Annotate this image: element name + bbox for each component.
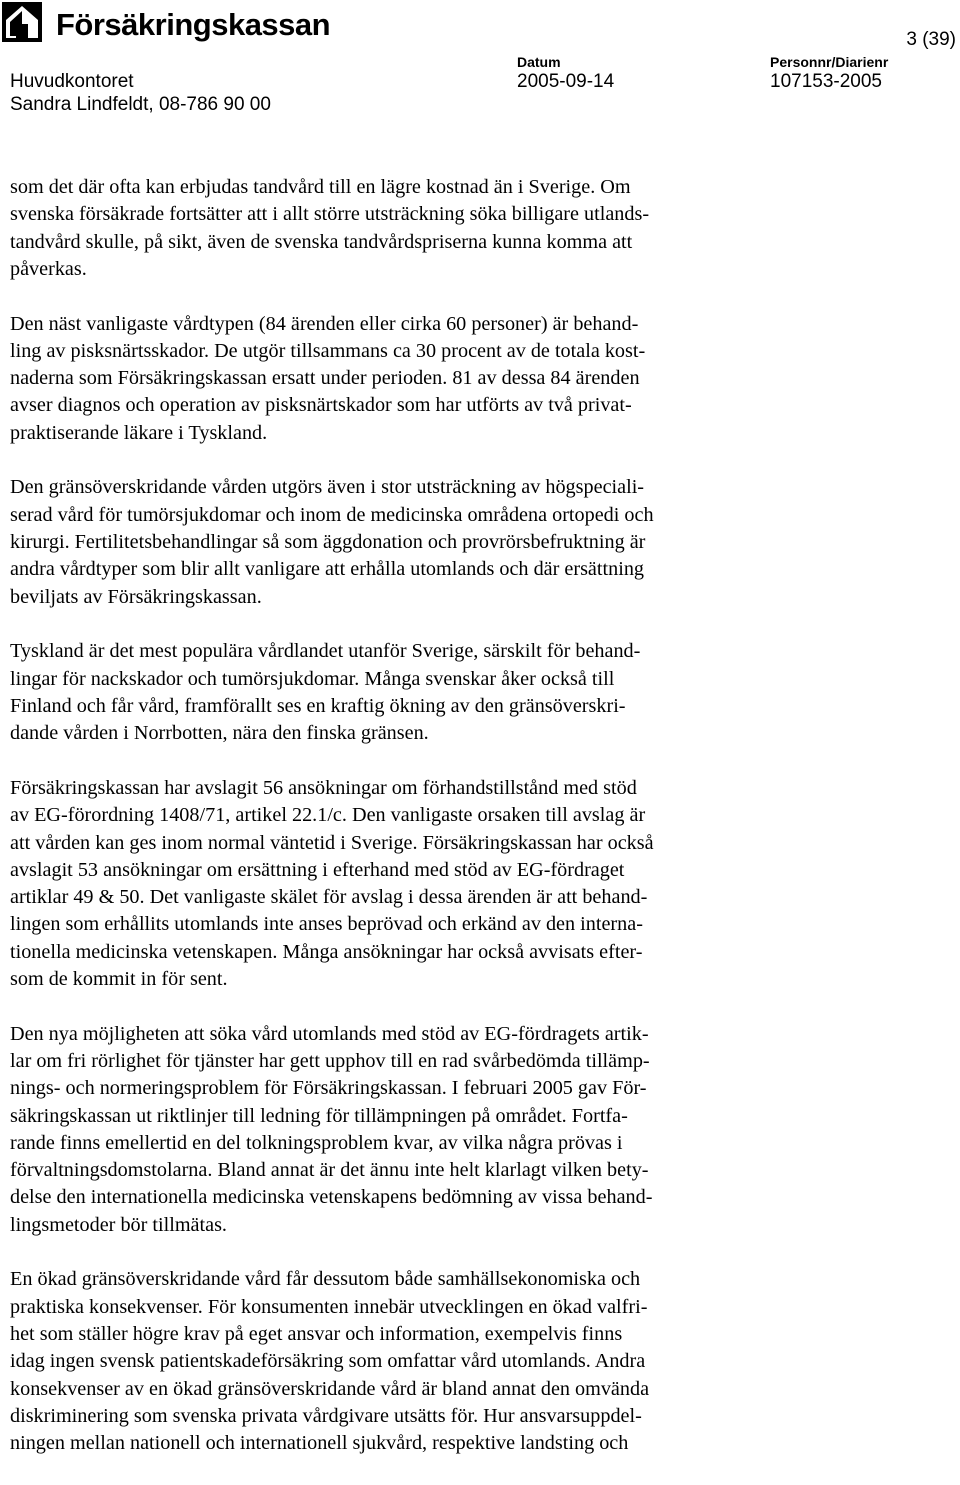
reference-label: Personnr/Diarienr — [770, 54, 889, 70]
date-value: 2005-09-14 — [517, 71, 615, 92]
logo-house-icon — [2, 2, 42, 42]
text-line: avser diagnos och operation av pisksnärtskador som har utförts av två privat- — [10, 394, 632, 417]
text-line: idag ingen svensk patientskadeförsäkring som omfattar vård utomlands. Andra — [10, 1350, 646, 1373]
text-line: tionella medicinska vetenskapen. Många ansökningar har också avvisats efter- — [10, 940, 643, 963]
text-line: Den gränsöverskridande vården utgörs även i stor utsträckning av högspeciali- — [10, 476, 645, 499]
paragraph — [10, 638, 790, 747]
text-line: att vården kan ges inom normal väntetid i Sverige. Försäkringskassan har också — [10, 831, 654, 854]
text-line: tandvård skulle, på sikt, även de svenska tandvårdspriserna kunna komma att — [10, 230, 633, 253]
paragraph — [10, 1266, 790, 1457]
text-line: kirurgi. Fertilitetsbehandlingar så som äggdonation och provrörsbefruktning är — [10, 531, 646, 554]
text-line: lar om fri rörlighet för tjänster har gett upphov till en rad svårbedömda tillämp- — [10, 1049, 650, 1072]
text-line: avslagit 53 ansökningar om ersättning i efterhand med stöd av EG-fördraget — [10, 858, 625, 881]
text-line: ling av pisksnärtsskador. De utgör tillsammans ca 30 procent av de totala kost- — [10, 339, 646, 362]
text-line: svenska försäkrade fortsätter att i allt större utsträckning söka billigare utlands- — [10, 203, 650, 226]
text-line: Finland och får vård, framförallt ses en kraftig ökning av den gränsöverskri- — [10, 694, 626, 717]
paragraph — [10, 1021, 790, 1239]
text-line: beviljats av Försäkringskassan. — [10, 585, 262, 608]
page-number: 3 (39) — [906, 29, 956, 50]
text-line: lingsmetoder bör tillmätas. — [10, 1213, 227, 1236]
document-header — [0, 0, 960, 125]
text-line: påverkas. — [10, 257, 87, 280]
text-line: nings- och normeringsproblem för Försäkringskassan. I februari 2005 gav För- — [10, 1077, 647, 1100]
paragraph — [10, 474, 790, 610]
text-line: naderna som Försäkringskassan ersatt under perioden. 81 av dessa 84 ärenden — [10, 367, 640, 390]
text-line: Tyskland är det mest populära vårdlandet utanför Sverige, särskilt för behand- — [10, 640, 641, 663]
text-line: konsekvenser av en ökad gränsöverskridande vård är bland annat den omvända — [10, 1377, 650, 1400]
text-line: av EG-förordning 1408/71, artikel 22.1/c. Den vanligaste orsaken till avslag är — [10, 804, 646, 827]
text-line: praktiserande läkare i Tyskland. — [10, 421, 268, 444]
text-line: Försäkringskassan har avslagit 56 ansökningar om förhandstillstånd med stöd — [10, 776, 637, 799]
text-line: rande finns emellertid en del tolkningsproblem kvar, av vilka några prövas i — [10, 1131, 623, 1154]
date-label: Datum — [517, 54, 561, 70]
office-name: Huvudkontoret — [10, 71, 134, 92]
text-line: andra vårdtyper som blir allt vanligare att erhålla utomlands och där ersättning — [10, 558, 645, 581]
paragraph — [10, 775, 790, 993]
text-line: förvaltningsdomstolarna. Bland annat är det ännu inte helt klarlagt vilken bety- — [10, 1159, 649, 1182]
reference-value: 107153-2005 — [770, 71, 882, 92]
text-line: säkringskassan ut riktlinjer till ledning för tillämpningen på området. Fortfa- — [10, 1104, 628, 1127]
body-text — [10, 174, 790, 1485]
text-line: artiklar 49 & 50. Det vanligaste skälet för avslag i dessa ärenden är att behand- — [10, 886, 648, 909]
text-line: diskriminering som svenska privata vårdgivare utsätts för. Hur ansvarsuppdel- — [10, 1404, 642, 1427]
text-line: som det där ofta kan erbjudas tandvård till en lägre kostnad än i Sverige. Om — [10, 176, 631, 198]
text-line: dande vården i Norrbotten, nära den finska gränsen. — [10, 722, 429, 745]
text-line: En ökad gränsöverskridande vård får dessutom både samhällsekonomiska och — [10, 1268, 641, 1291]
text-line: serad vård för tumörsjukdomar och inom de medicinska områdena ortopedi och — [10, 503, 654, 526]
text-line: Den nya möjligheten att söka vård utomlands med stöd av EG-fördragets artik- — [10, 1022, 649, 1045]
text-line: praktiska konsekvenser. För konsumenten innebär utvecklingen en ökad valfri- — [10, 1295, 648, 1318]
paragraph — [10, 311, 790, 447]
contact-person: Sandra Lindfeldt, 08-786 90 00 — [10, 94, 271, 115]
logo-wordmark: Försäkringskassan — [56, 7, 331, 42]
text-line: ningen mellan nationell och internationell sjukvård, respektive landsting och — [10, 1432, 629, 1455]
text-line: lingar för nackskador och tumörsjukdomar. Många svenskar åker också till — [10, 667, 615, 690]
text-line: het som ställer högre krav på eget ansvar och information, exempelvis finns — [10, 1323, 623, 1346]
paragraph — [10, 174, 790, 283]
text-line: som de kommit in för sent. — [10, 967, 228, 990]
text-line: delse den internationella medicinska vetenskapens bedömning av vissa behand- — [10, 1186, 653, 1209]
text-line: lingen som erhållits utomlands inte anses beprövad och erkänd av den interna- — [10, 913, 643, 936]
text-line: Den näst vanligaste vårdtypen (84 ärenden eller cirka 60 personer) är behand- — [10, 312, 639, 335]
